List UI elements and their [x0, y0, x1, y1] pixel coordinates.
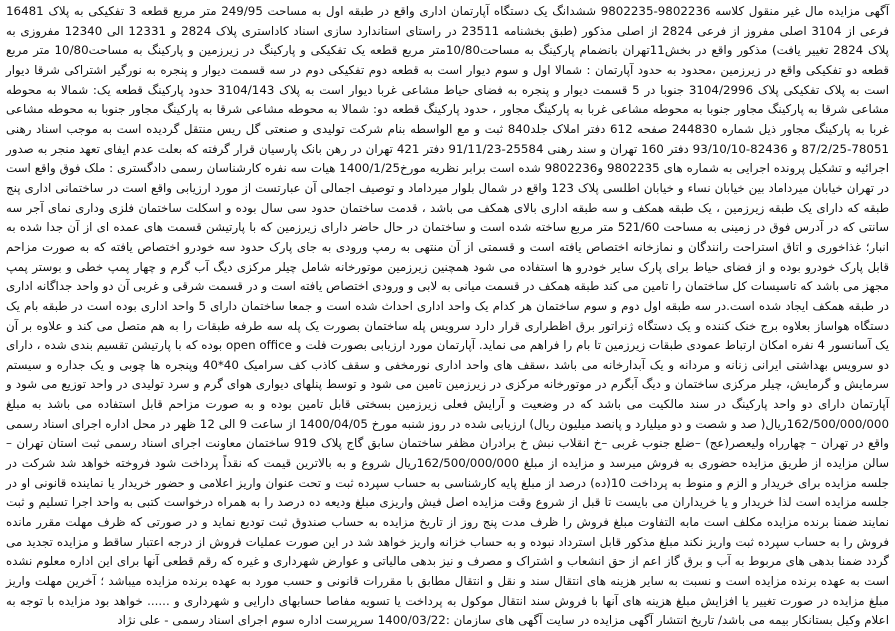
notice-body-text: آگهی مزایده مال غیر منقول کلاسه 9802236-9802235 ششدانگ یک دستگاه آپارتمان اداری واقع در طبقه اول به مساحت 249/95 متر مربع قطعه 3 تفکیکی به پلاک 16481 فرعی از 3104 اصلی مفروز از فرعی 2824 از اصلی مذکور (طبق بخشنامه 23511 در راستای استاندارد سازی اسناد کاداستری پلاک 2824 و 12331 الی 12340 مفروزی به پلاک 2824 تغییر یافت) مذکور واقع در بخش11تهران بانضمام پارکینگ به مساحت10/80متر مربع قطعه یک تفکیکی و پارکینگ در زیرزمین و پارکینگ به مساحت10/80 متر مربع قطعه دو تفکیکی واقع در زیرزمین ،محدود به حدود آپارتمان : شمالا اول و سوم دیوار است به قطعه دوم تفکیکی دوم در سه قسمت دیوار و پنجره به نورگیر اشتراکی شرقا دیوار است به پلاک تفکیکی پلاک 3104/2996 جنوبا در 5 قسمت دیوار و پنجره به فضای حیاط مشاعی غربا دیوار است به پلاک 3104/143 حدود پارکینگ قطعه یک: شمالا به محوطه مشاعی شرقا به پارکینگ مجاور جنوبا به محوطه مشاعی غربا به پارکینگ مجاور ، حدود پارکینگ قطعه دو: شمالا به محوطه مشاعی شرقا به پارکینگ مجاور جنوبا به محوطه مشاعی غربا به پارکینگ مجاور ذیل شماره 244830 صفحه 612 دفتر املاک جلد840 ثبت و مع الواسطه بنام شرکت تولیدی و صنعتی گل ریس منتقل گردیده است به موجب اسناد رهنی 78051-87/2/25 و 82436-93/10/10 دفتر 160 تهران و سند رهنی 25584-91/11/23 دفتر 421 تهران در رهن بانک پارسیان قرار گرفته که بعلت عدم ایفای تعهد منجر به صدور اجرائیه و تشکیل پرونده اجرایی به شماره های 9802235 و9802236 شده است برابر نظریه مورخ1400/1/25 هیات سه نفره کارشناسان رسمی دادگستری : ملک فوق واقع است در تهران خیابان میرداماد بین خیابان نساء و خیابان اطلسی پلاک 123 واقع در شمال بلوار میرداماد و توصیف اجمالی آن عبارتست از مورد ارزیابی واقع است در ساختمانی اداری پنج طبقه که دارای یک طبقه زیرزمین ، یک طبقه همکف و سه طبقه اداری بالای همکف می باشد ، قدمت ساختمان حدود سی سال بوده و اسکلت ساختمان فلزی وداری نمای آجر سه سانتی که در آدرس فوق در زمینی به مساحت 521/60 متر مربع ساخته شده است و ساختمان در حال حاضر دارای زیرزمین که با پارتیشن قسمت های عمده ای از آن جدا شده به انبار؛ غذاخوری و اتاق استراحت رانندگان و نمازخانه اختصاص یافته است و قسمتی از آن منتهی به رمپ ورودی به جای پارک حدود سه خودرو اختصاص یافته که به صورت مزاحم قابل پارک خودرو بوده و از فضای حیاط برای پارک سایر خودرو ها استفاده می شود همچنین زیرزمین موتورخانه شامل چیلر مرکزی دیگ آب گرم و چهار پمپ خطی و بوستر پمپ مجهز می باشد که تاسیسات کل ساختمان را تامین می کند طبقه همکف در قسمت میانی به لابی و ورودی اختصاص یافته است و در قسمت شرقی و غربی آن دو واحد جداگانه اداری در طبقه همکف ایجاد شده است.در سه طبقه اول دوم و سوم ساختمان هر کدام یک واحد اداری احداث شده است و جمعا ساختمان دارای 5 واحد اداری بوده است در طبقه بام یک دستگاه هواساز بعلاوه برج خنک کننده و یک دستگاه ژنراتور برق اظطراری قرار دارد سرویس پله ساختمان بصورت یک پله سه طرفه طبقات را به هم متصل می کند و علاوه بر آن یک آسانسور 4 نفره امکان ارتباط عمودی طبقات زیرزمین تا بام را فراهم می نماید. آپارتمان مورد ارزیابی بصورت فلت و open office بوده که با پارتیشن تقسیم بندی شده ، دارای دو سرویس بهداشتی ایرانی زنانه و مردانه و یک آبدارخانه می باشد ،سقف های واحد اداری نورمخفی و سقف کاذب کف سرامیک 40*40 وپنجره ها چوبی و یک جداره و سیستم سرمایش و گرمایش، چیلر مرکزی ساختمان و دیگ آبگرم در موتورخانه مرکزی در زیرزمین تامین می شود و توسط پنلهای دیواری هوای گرم و سرد تولیدی در واحد توزیع می شود و آپارتمان دارای دو واحد پارکینگ در سند مالکیت می باشد که در وضعیت و آرایش فعلی زیرزمین بسختی قابل تامین بوده و به صورت مزاحم قابل استفاده می باشد به مبلغ 162/500/000/000ریال( صد و شصت و دو میلیارد و پانصد میلیون ریال) ارزیابی شده در روز شنبه مورخ 1400/04/05 از ساعت 9 الی 12 ظهر در محل اداره اجرای اسناد رسمی واقع در تهران – چهارراه ولیعصر(عج) –ضلع جنوب غربی –خ انقلاب نبش خ برادران مظفر ساختمان سابق گاج پلاک 919 ساختمان معاونت اجرای اسناد رسمی ثبت استان تهران – سالن مزایده از طریق مزایده حضوری به فروش میرسد و مزایده از مبلغ 162/500/000/000ریال شروع و به بالاترین قیمت که نقداً پرداخت شود فروخته خواهد شد شرکت در جلسه مزایده برای خریدار و الزم و منوط به پرداخت 10(ده) درصد از مبلغ پایه کارشناسی به حساب سپرده ثبت و تحت عنوان واریز اعلامی و حضور خریدار یا نماینده قانونی او در جلسه مزایده است لذا خریدار و یا خریداران می بایست تا قبل از شروع وقت مزایده اصل فیش واریزی مبلغ ودیعه ده درصد را به همراه درخواست کتبی به واحد اجرا تسلیم و ثبت نمایند ضمنا برنده مزایده مکلف است مابه التفاوت مبلغ فروش را ظرف مدت پنج روز از تاریخ مزایده به حساب صندوق ثبت تودیع نماید و در صورتی که ظرف مهلت مقرر مانده فروش را به حساب سپرده ثبت واریز نکند مبلغ مذکور قابل استرداد نبوده و به حساب خزانه واریز خواهد شد در این صورت عملیات فروش از درجه اعتبار ساقط و مزایده تجدید می گردد ضمنا بدهی های مربوط به آب و برق گاز اعم از حق انشعاب و اشتراک و مصرف و نیز بدهی مالیاتی و عوارض شهرداری و غیره که رقم قطعی آنها برای این اداره معلوم نشده است به عهده برنده مزایده است و نسبت به سایر هزینه های انتقال سند و نقل و انتقال مطابق با مقررات قانونی و حسب مورد به عهده برنده مزایده میباشد ؛ آخرین مهلت واریز مبلغ مزایده در صورت تغییر یا افزایش مبلغ هزینه های آنها با فروش سند انتقال موکول به پرداخت یا تسویه مفاصا حسابهای دارایی و شهرداری و ...... خواهد بود مزایده با توجه به اعلام وکیل بستانکار بیمه می باشد/ تاریخ انتشار آگهی مزایده در سایت آگهی های سازمان :1400/03/22 سرپرست اداره سوم اجرای اسناد رسمی - علی نژاد: [6, 4, 890, 628]
